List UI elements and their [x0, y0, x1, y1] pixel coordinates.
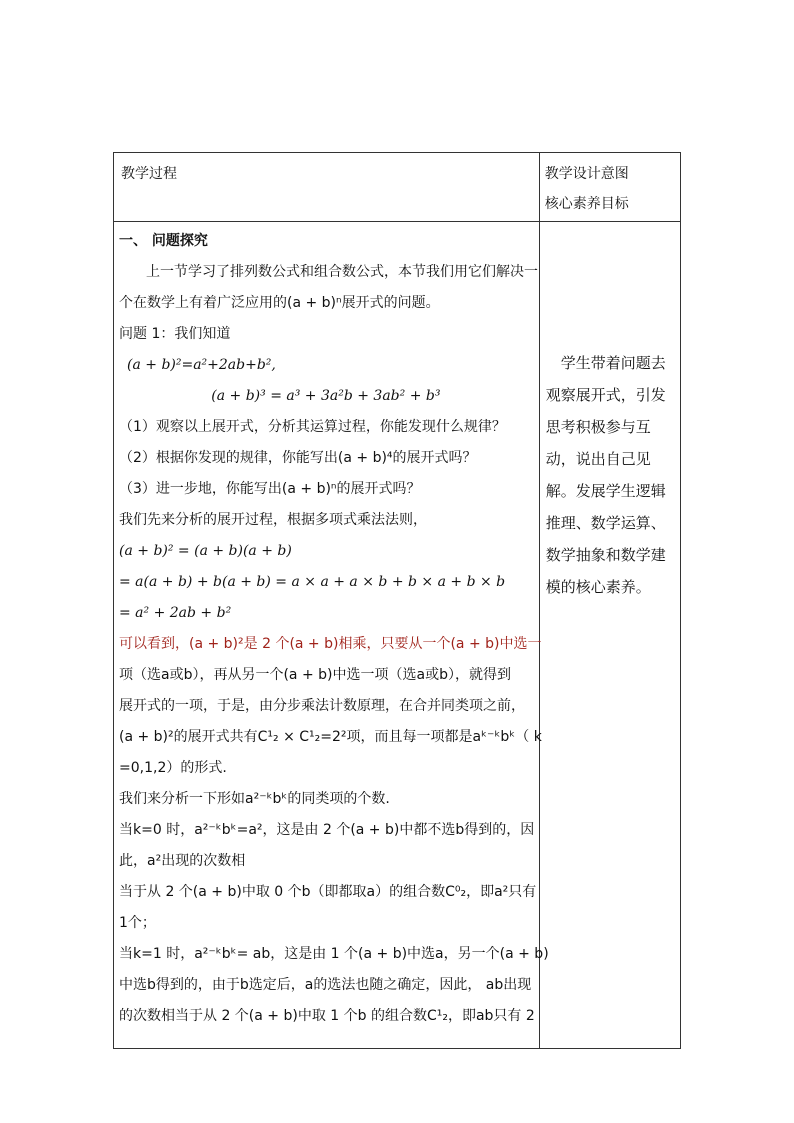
text-line: 1个；	[119, 915, 156, 931]
text-line: （3）进一步地，你能写出(a + b)ⁿ的展开式吗？	[119, 481, 421, 497]
text-line: 展开式的一项，于是，由分步乘法计数原理，在合并同类项之前，	[119, 698, 525, 714]
text-line: （1）观察以上展开式，分析其运算过程，你能发现什么规律？	[119, 419, 506, 435]
text-line: 问题 1：我们知道	[119, 326, 231, 342]
text-line: 的次数相当于从 2 个(a + b)中取 1 个b 的组合数C¹₂，即ab只有 2	[119, 1008, 535, 1024]
text-line: 我们先来分析的展开过程，根据多项式乘法法则，	[119, 512, 427, 528]
process-cell	[114, 222, 549, 1049]
formula-line: (a + b)³ = a³ + 3a²b + 3ab² + b³	[211, 388, 441, 404]
header-goal-label: 核心素养目标	[544, 196, 629, 212]
header-cell-intent	[539, 153, 680, 222]
formula-line: (a + b)²=a²+2ab+b²,	[127, 357, 276, 373]
table-body-row	[114, 222, 681, 1049]
text-line: (a + b)²的展开式共有C¹₂ × C¹₂=2²项，而且每一项都是aᵏ⁻ᵏbᵏ（ k	[119, 729, 542, 745]
text-line: 当k=1 时，a²⁻ᵏbᵏ= ab，这是由 1 个(a + b)中选a，另一个(a + b)	[119, 946, 549, 962]
formula-line: (a + b)² = (a + b)(a + b)	[119, 543, 292, 559]
header-intent-label: 教学设计意图	[544, 166, 629, 182]
text-line: 当k=0 时，a²⁻ᵏbᵏ=a²，这是由 2 个(a + b)中都不选b得到的，因	[119, 822, 535, 838]
text-line: 可以看到，(a + b)²是 2 个(a + b)相乘，只要从一个(a + b)中选一	[119, 636, 542, 652]
table-header-row	[114, 153, 681, 222]
header-process-label: 教学过程	[121, 166, 177, 182]
formula-line: = a(a + b) + b(a + b) = a × a + a × b + b × a + b × b	[119, 574, 506, 590]
text-line: 项（选a或b），再从另一个(a + b)中选一项（选a或b），就得到	[119, 667, 511, 683]
text-line: 上一节学习了排列数公式和组合数公式，本节我们用它们解决一	[146, 264, 538, 280]
text-line: =0,1,2）的形式.	[119, 760, 227, 776]
intent-cell	[539, 222, 680, 1049]
header-cell-process	[114, 153, 540, 222]
text-line: 此，a²出现的次数相	[119, 853, 246, 869]
lesson-table	[113, 152, 681, 1049]
design-intent-note: 学生带着问题去观察展开式，引发思考积极参与互动，说出自己见解。发展学生逻辑推理、数学运算、数学抽象和数学建模的核心素养。	[545, 354, 666, 596]
formula-line: = a² + 2ab + b²	[119, 605, 232, 621]
section-title: 一、 问题探究	[119, 233, 208, 249]
text-line: 我们来分析一下形如a²⁻ᵏbᵏ的同类项的个数.	[119, 791, 390, 807]
text-line: 当于从 2 个(a + b)中取 0 个b（即都取a）的组合数C⁰₂，即a²只有	[119, 884, 537, 900]
text-line: 中选b得到的，由于b选定后，a的选法也随之确定，因此， ab出现	[119, 977, 532, 993]
text-line: 个在数学上有着广泛应用的(a + b)ⁿ展开式的问题。	[119, 295, 440, 311]
text-line: （2）根据你发现的规律，你能写出(a + b)⁴的展开式吗？	[119, 450, 477, 466]
